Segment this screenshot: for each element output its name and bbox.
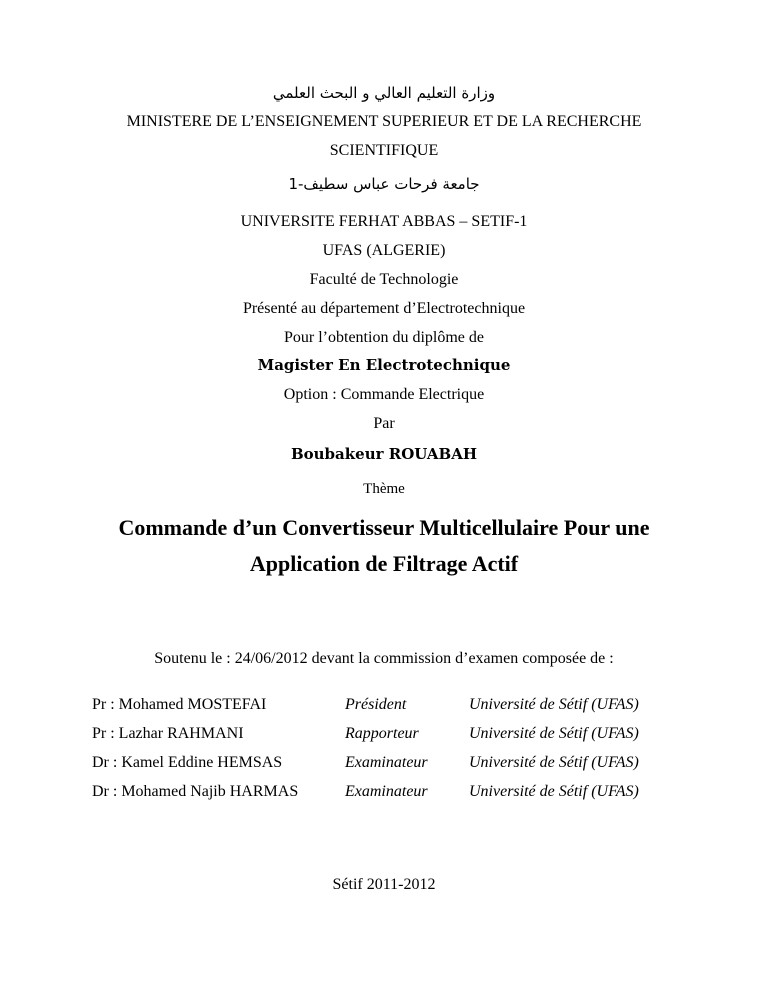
defense-statement: Soutenu le : 24/06/2012 devant la commission d’examen composée de : [154,650,614,667]
jury-member-name: Pr : Lazhar RAHMANI [92,725,244,742]
ministry-title-line2: SCIENTIFIQUE [329,142,439,159]
jury-row [0,754,768,778]
by-label: Par [373,415,395,432]
jury-row [0,696,768,720]
thesis-title-line2: Application de Filtrage Actif [249,551,519,576]
jury-row [0,783,768,807]
place-and-year: Sétif 2011-2012 [332,876,436,893]
jury-member-role: Président [345,696,407,713]
jury-member-name: Dr : Mohamed Najib HARMAS [92,783,299,800]
ministry-title-line1: MINISTERE DE L’ENSEIGNEMENT SUPERIEUR ET DE LA RECHERCHE [126,113,642,130]
faculty-name: Faculté de Technologie [309,271,459,288]
university-arabic: جامعة فرحات عباس سطيف-1 [288,175,480,193]
jury-member-name: Pr : Mohamed MOSTEFAI [92,696,267,713]
purpose-line: Pour l’obtention du diplôme de [284,329,484,346]
degree-name: Magister En Electrotechnique [257,356,511,374]
theme-label: Thème [363,481,405,497]
jury-member-university: Université de Sétif (UFAS) [469,783,639,800]
jury-member-university: Université de Sétif (UFAS) [469,725,639,742]
author-name: Boubakeur ROUABAH [290,445,478,463]
jury-member-university: Université de Sétif (UFAS) [469,754,639,771]
thesis-title-line1: Commande d’un Convertisseur Multicellulaire Pour une [118,515,650,540]
jury-member-role: Rapporteur [345,725,419,742]
department-line: Présenté au département d’Electrotechnique [242,300,526,317]
option-line: Option : Commande Electrique [283,386,485,403]
jury-member-role: Examinateur [345,783,428,800]
jury-row [0,725,768,749]
jury-member-university: Université de Sétif (UFAS) [469,696,639,713]
university-name: UNIVERSITE FERHAT ABBAS – SETIF-1 [240,213,528,230]
jury-member-role: Examinateur [345,754,428,771]
ministry-arabic: وزارة التعليم العالي و البحث العلمي [272,84,496,102]
university-short-name: UFAS (ALGERIE) [322,242,446,259]
jury-member-name: Dr : Kamel Eddine HEMSAS [92,754,283,771]
